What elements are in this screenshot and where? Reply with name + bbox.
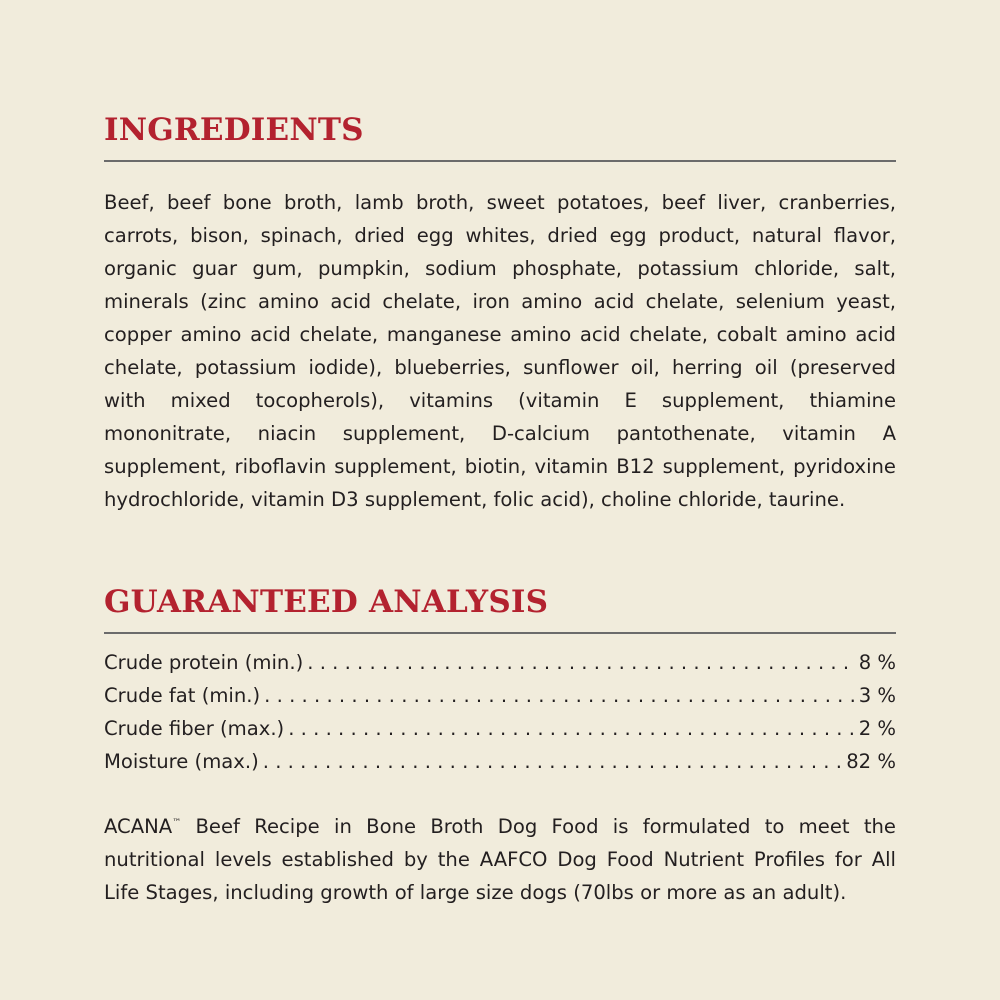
statement-text: Beef Recipe in Bone Broth Dog Food is formulated to meet the nutritional levels established by the AAFCO Dog Food Nutrient Profiles for All Life Stages, including growth of large size dogs (70lbs or more as an adult). xyxy=(104,815,896,904)
trademark-symbol: ™ xyxy=(172,818,182,828)
analysis-label: Crude protein (min.) xyxy=(104,651,304,674)
analysis-row xyxy=(104,646,896,679)
analysis-value: 3 % xyxy=(858,684,896,707)
analysis-heading: GUARANTEED ANALYSIS xyxy=(104,584,549,620)
dot-leader xyxy=(303,646,854,679)
analysis-divider xyxy=(104,632,896,634)
analysis-table xyxy=(104,646,896,778)
analysis-label: Crude fat (min.) xyxy=(104,684,261,707)
ingredients-divider xyxy=(104,160,896,162)
analysis-label: Moisture (max.) xyxy=(104,750,259,773)
analysis-value: 8 % xyxy=(858,651,896,674)
analysis-row xyxy=(104,712,896,745)
ingredients-text: Beef, beef bone broth, lamb broth, sweet potatoes, beef liver, cranberries, carrots, bison, spinach, dried egg whites, dried egg product, natural flavor, organic guar gum, pumpkin, sodium phosphate, potassium chloride, salt, minerals (zinc amino acid chelate, iron amino acid chelate, selenium yeast, copper amino acid chelate, manganese amino acid chelate, cobalt amino acid chelate, potassium iodide), blueberries, sunflower oil, herring oil (preserved with mixed tocopherols), vitamins (vitamin E supplement, thiamine mononitrate, niacin supplement, D-calcium pantothenate, vitamin A supplement, riboflavin supplement, biotin, vitamin B12 supplement, pyridoxine hydrochloride, vitamin D3 supplement, folic acid), choline chloride, taurine. xyxy=(104,191,896,511)
label-panel xyxy=(104,0,896,1000)
brand-name: ACANA xyxy=(104,815,173,838)
dot-leader xyxy=(284,712,854,745)
dot-leader xyxy=(260,679,855,712)
analysis-value: 82 % xyxy=(846,750,896,773)
aafco-statement xyxy=(104,810,896,909)
dot-leader xyxy=(259,745,842,778)
analysis-value: 2 % xyxy=(858,717,896,740)
analysis-label: Crude fiber (max.) xyxy=(104,717,285,740)
analysis-row xyxy=(104,745,896,778)
analysis-row xyxy=(104,679,896,712)
ingredients-heading: INGREDIENTS xyxy=(104,112,364,148)
